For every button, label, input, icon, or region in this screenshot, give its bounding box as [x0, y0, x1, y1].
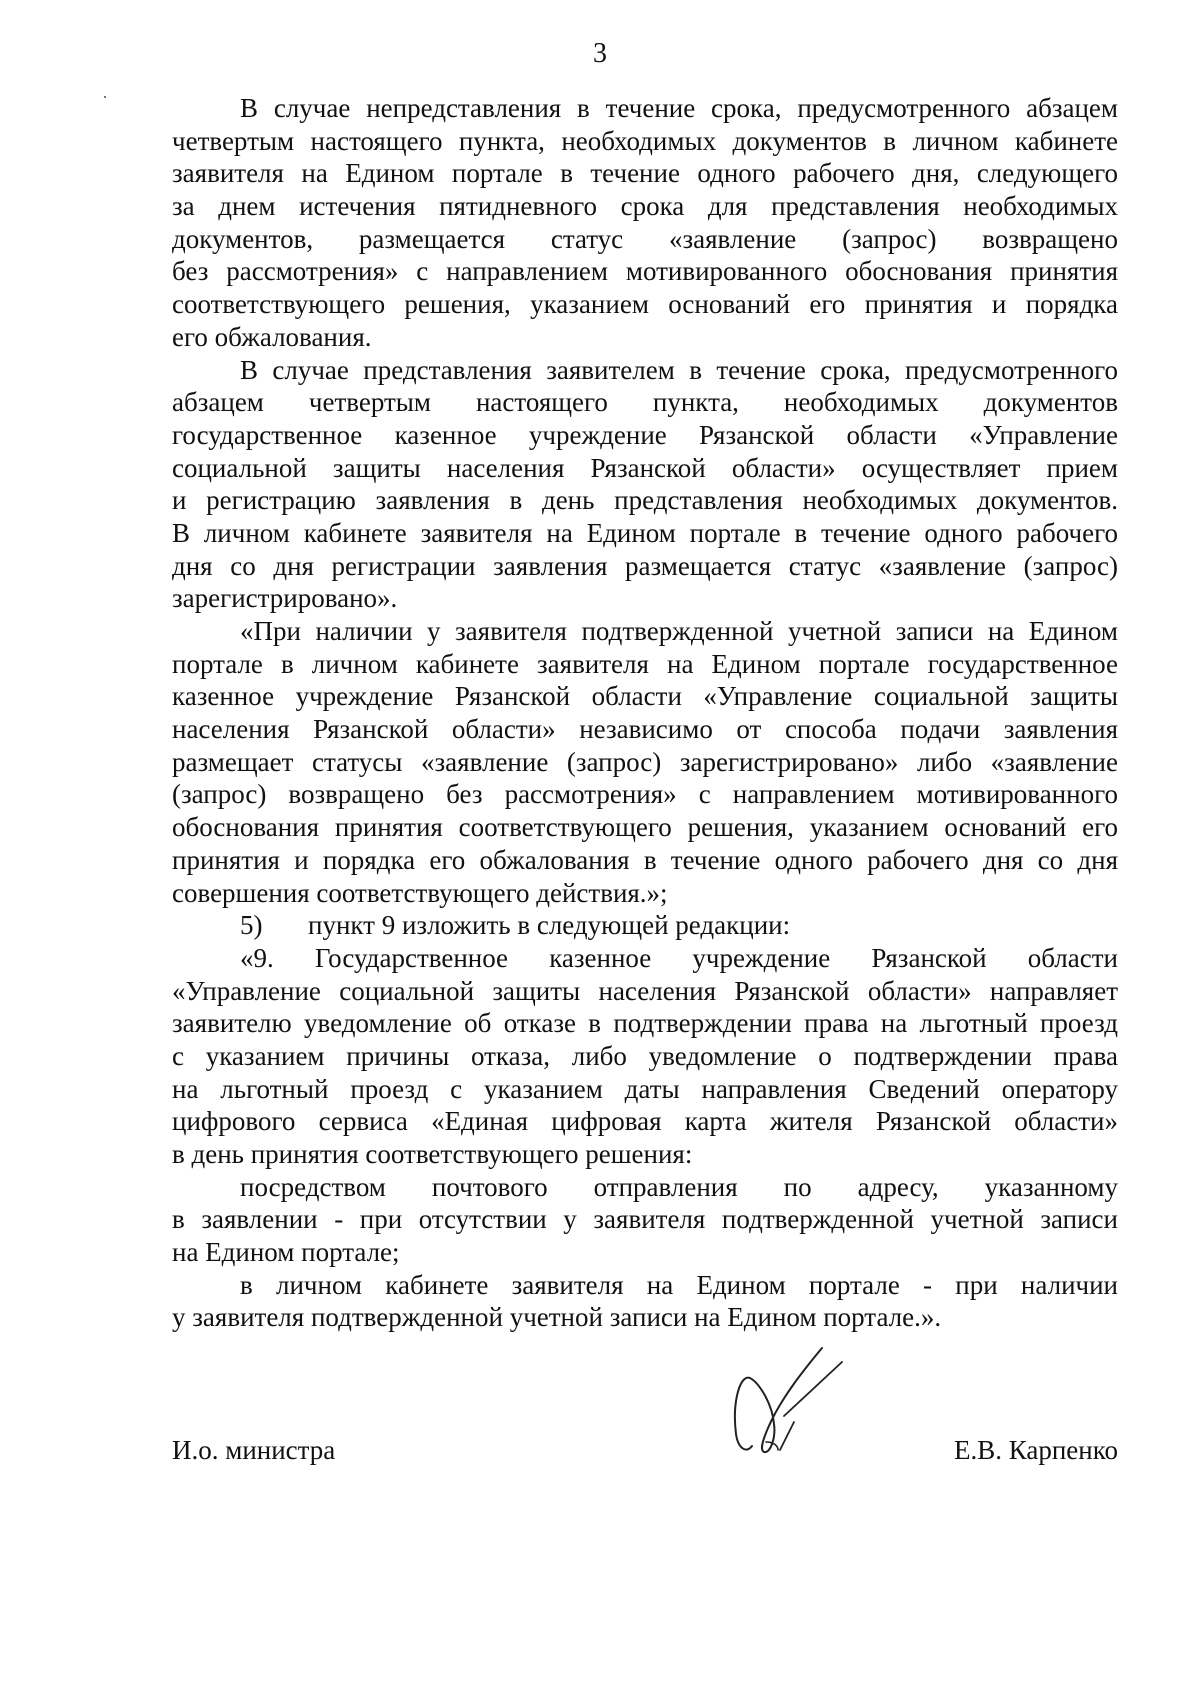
scan-dot	[104, 96, 106, 98]
text-line: социальной защиты населения Рязанской области» осуществляет прием	[172, 452, 1118, 483]
text-line: в личном кабинете заявителя на Едином портале - при наличии	[240, 1269, 1118, 1300]
signatory-name: Е.В. Карпенко	[953, 1435, 1118, 1465]
text-line: размещает статусы «заявление (запрос) зарегистрировано» либо «заявление	[172, 746, 1118, 777]
text-line: «При наличии у заявителя подтвержденной учетной записи на Едином	[240, 616, 1118, 646]
text-line: на льготный проезд с указанием даты направления Сведений оператору	[172, 1073, 1118, 1104]
text-line: в день принятия соответствующего решения:	[172, 1139, 693, 1169]
text-line: «9. Государственное казенное учреждение Рязанской области	[240, 942, 1118, 973]
text-line: цифрового сервиса «Единая цифровая карта жителя Рязанской области»	[172, 1106, 1118, 1137]
text-line	[172, 909, 1118, 942]
text-line: казенное учреждение Рязанской области «Управление социальной защиты	[172, 681, 1118, 712]
page-number: 3	[593, 38, 607, 69]
text-line: (запрос) возвращено без рассмотрения» с направлением мотивированного	[172, 779, 1118, 810]
text-line: зарегистрировано».	[172, 583, 398, 614]
text-line: абзацем четвертым настоящего пункта, необходимых документов	[172, 387, 1118, 418]
text-line: обоснования принятия соответствующего решения, указанием оснований его	[172, 812, 1118, 843]
text-line: В личном кабинете заявителя на Едином портале в течение одного рабочего	[172, 517, 1118, 548]
text-line: соответствующего решения, указанием оснований его принятия и порядка	[172, 289, 1118, 320]
handwritten-signature	[702, 1342, 862, 1462]
text-line: портале в личном кабинете заявителя на Едином портале государственное	[172, 648, 1118, 679]
list-item-text: пункт 9 изложить в следующей редакции:	[308, 910, 791, 941]
text-line: у заявителя подтвержденной учетной записи на Едином портале.».	[172, 1302, 942, 1333]
text-line: В случае непредставления в течение срока, предусмотренного абзацем	[240, 93, 1118, 123]
text-line: заявителя на Едином портале в течение одного рабочего дня, следующего	[172, 158, 1118, 189]
text-line: с указанием причины отказа, либо уведомление о подтверждении права	[172, 1040, 1118, 1071]
signature-block	[172, 1420, 1118, 1480]
text-line: и регистрацию заявления в день представления необходимых документов.	[172, 485, 1118, 516]
text-line: государственное казенное учреждение Рязанской области «Управление	[172, 419, 1118, 450]
text-line: дня со дня регистрации заявления размещается статус «заявление (запрос)	[172, 550, 1118, 581]
signatory-position: И.о. министра	[172, 1435, 336, 1465]
text-line: населения Рязанской области» независимо от способа подачи заявления	[172, 714, 1118, 745]
text-line: «Управление социальной защиты населения Рязанской области» направляет	[172, 975, 1118, 1006]
text-line: без рассмотрения» с направлением мотивированного обоснования принятия	[172, 256, 1118, 287]
text-line: четвертым настоящего пункта, необходимых документов в личном кабинете	[172, 125, 1118, 156]
text-line: посредством почтового отправления по адресу, указанному	[240, 1171, 1118, 1202]
text-line: на Едином портале;	[172, 1237, 400, 1268]
text-line: заявителю уведомление об отказе в подтверждении права на льготный проезд	[172, 1008, 1118, 1039]
text-line: совершения соответствующего действия.»;	[172, 877, 668, 908]
document-body	[172, 92, 1118, 1334]
text-line: В случае представления заявителем в течение срока, предусмотренного	[240, 354, 1118, 385]
text-line: за днем истечения пятидневного срока для представления необходимых	[172, 191, 1118, 222]
list-item-number: 5)	[240, 910, 263, 941]
text-line: документов, размещается статус «заявление (запрос) возвращено	[172, 223, 1118, 254]
text-line: его обжалования.	[172, 321, 372, 352]
text-line: в заявлении - при отсутствии у заявителя подтвержденной учетной записи	[172, 1204, 1118, 1235]
text-line: принятия и порядка его обжалования в течение одного рабочего дня со дня	[172, 844, 1118, 875]
